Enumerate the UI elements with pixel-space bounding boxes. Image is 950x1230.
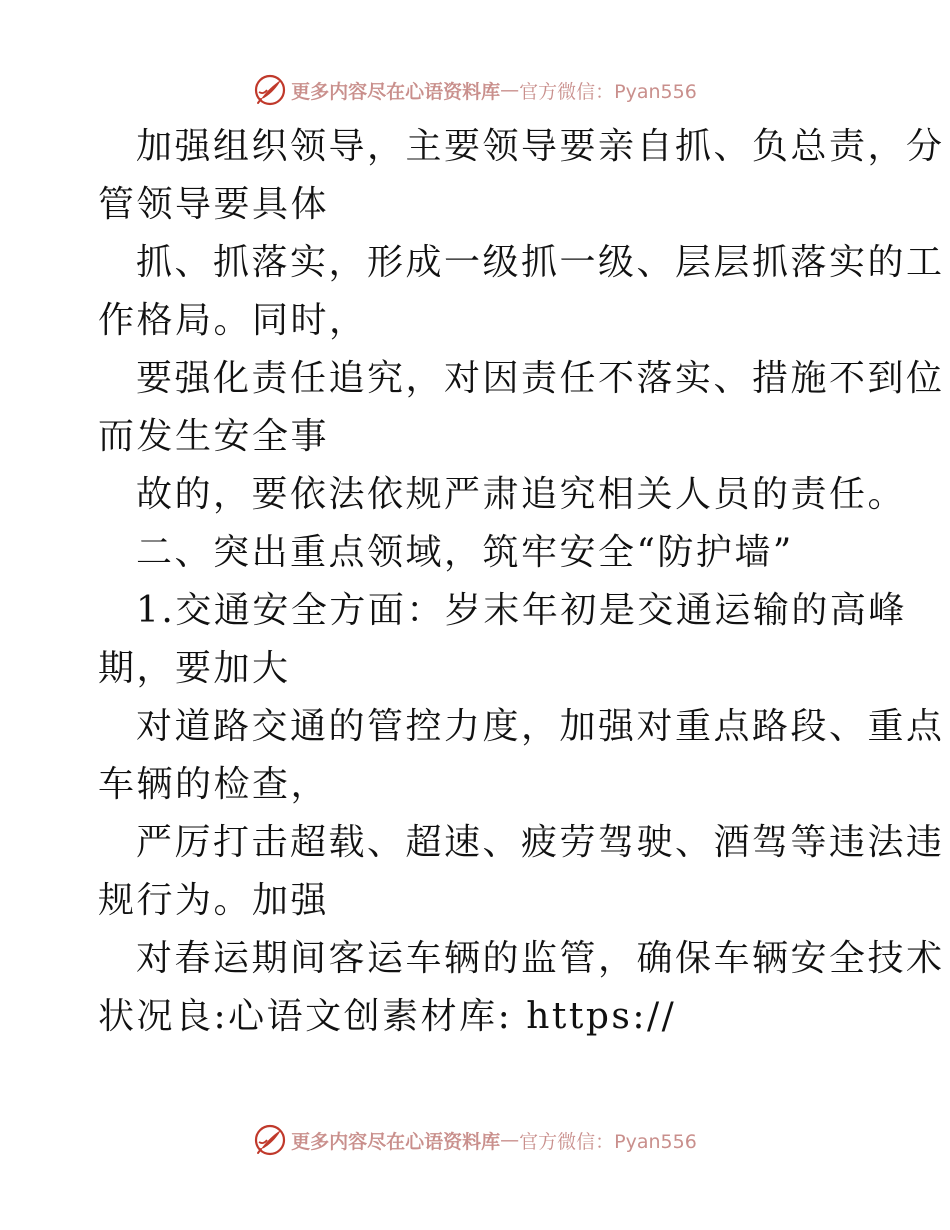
body-line: 对道路交通的管控力度，加强对重点路段、重点 [136,706,945,747]
body-line: 1.交通安全方面：岁末年初是交通运输的高峰 [136,590,907,631]
body-line: 故的，要依法依规严肃追究相关人员的责任。 [136,474,907,515]
body-line: 状况良:心语文创素材库: https:// [98,996,677,1037]
feather-quill-logo-icon [253,1123,287,1157]
footer-contact: 官方微信：Pyan556 [519,1130,697,1153]
body-line: 抓、抓落实，形成一级抓一级、层层抓落实的工 [136,242,945,283]
page-header [0,70,950,110]
page-footer [0,1120,950,1160]
body-line: 严厉打击超载、超速、疲劳驾驶、酒驾等违法违 [136,822,945,863]
body-line: 而发生安全事 [98,416,330,457]
footer-brand-text: 更多内容尽在心语资料库 [291,1130,501,1153]
document-body [98,118,945,1046]
body-line: 期，要加大 [98,648,291,689]
body-line: 车辆的检查， [98,764,330,805]
feather-quill-logo-icon [253,73,287,107]
body-line: 管领导要具体 [98,184,330,225]
body-line: 规行为。加强 [98,880,330,921]
section-heading: 二、突出重点领域，筑牢安全“防护墙” [136,532,794,573]
footer-separator: — [500,1129,520,1151]
header-separator: — [500,79,520,101]
body-line: 要强化责任追究，对因责任不落实、措施不到位 [136,358,945,399]
header-contact: 官方微信：Pyan556 [519,80,697,103]
body-line: 作格局。同时， [98,300,368,341]
body-line: 加强组织领导，主要领导要亲自抓、负总责，分 [136,126,945,167]
header-brand-text: 更多内容尽在心语资料库 [291,80,501,103]
body-line: 对春运期间客运车辆的监管，确保车辆安全技术 [136,938,945,979]
